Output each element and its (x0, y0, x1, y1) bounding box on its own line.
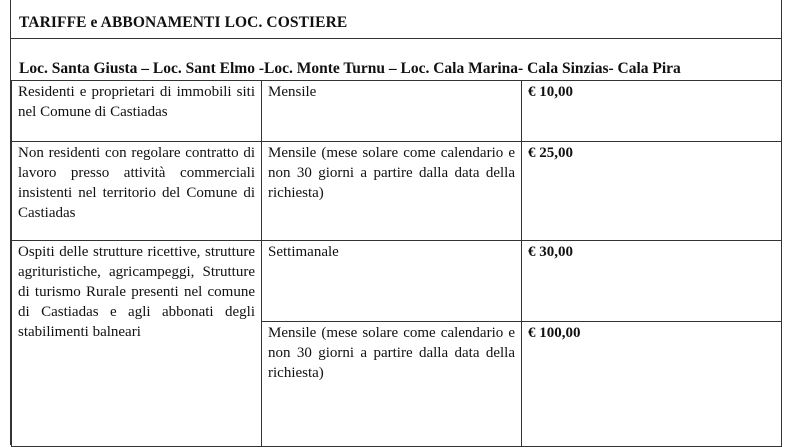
title-divider (11, 38, 781, 39)
tariff-table (11, 80, 782, 447)
locations-heading: Loc. Santa Giusta – Loc. Sant Elmo -Loc. Monte Turnu – Loc. Cala Marina- Cala Sinzias- Cala Pira (19, 60, 681, 77)
price-cell: € 25,00 (522, 142, 782, 241)
subscription-type-cell: Settimanale (262, 241, 522, 322)
subscription-type-cell: Mensile (mese solare come calendario e non 30 giorni a partire dalla data della richiesta) (262, 142, 522, 241)
category-cell: Non residenti con regolare contratto di lavoro presso attività commerciali insistenti nel territorio del Comune di Castiadas (12, 142, 262, 241)
category-cell: Ospiti delle strutture ricettive, strutture agrituristiche, agricampeggi, Strutture di turismo Rurale presenti nel comune di Castiadas e agli abbonati degli stabilimenti balneari (12, 241, 262, 447)
document-title: TARIFFE e ABBONAMENTI LOC. COSTIERE (19, 14, 348, 31)
price-cell: € 10,00 (522, 81, 782, 142)
table-row (12, 241, 782, 322)
subscription-type-cell: Mensile (262, 81, 522, 142)
table-row (12, 142, 782, 241)
category-cell: Residenti e proprietari di immobili siti nel Comune di Castiadas (12, 81, 262, 142)
price-cell: € 100,00 (522, 322, 782, 447)
table-row (12, 81, 782, 142)
price-cell: € 30,00 (522, 241, 782, 322)
tariff-document (10, 0, 782, 445)
subscription-type-cell: Mensile (mese solare come calendario e non 30 giorni a partire dalla data della richiesta) (262, 322, 522, 447)
